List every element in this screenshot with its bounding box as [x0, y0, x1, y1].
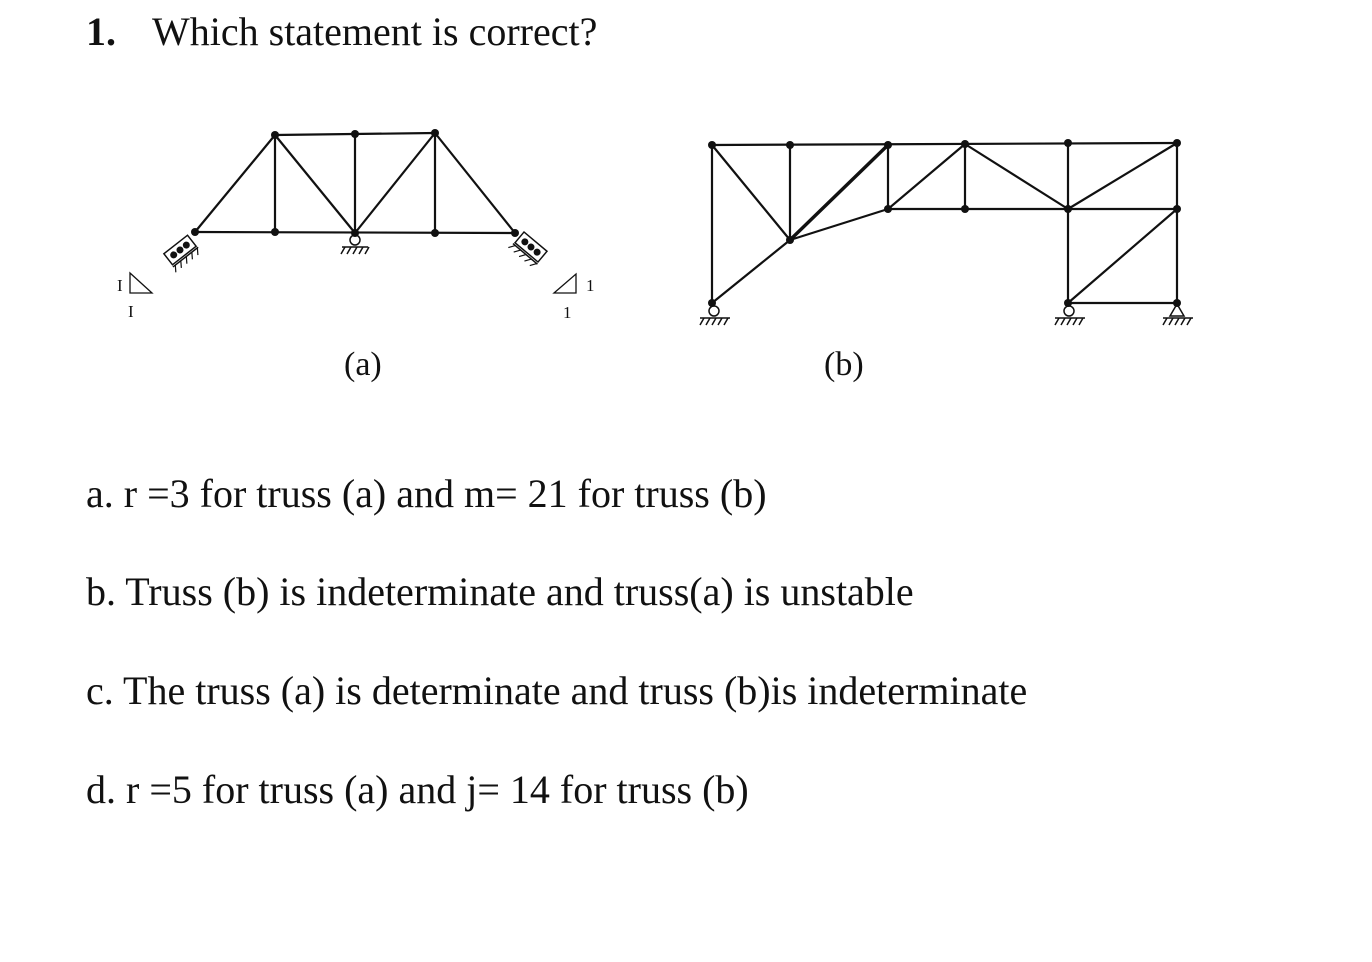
- right-slope-label-horizontal: 1: [563, 303, 572, 322]
- option-c[interactable]: c. The truss (a) is determinate and truss (b)is indeterminate: [86, 668, 1028, 713]
- truss-a-diagram: [195, 133, 515, 233]
- truss-figures: [0, 0, 1372, 400]
- truss-a-left-roller-support: [162, 235, 202, 273]
- left-slope-label-horizontal: I: [128, 302, 134, 321]
- truss-b-left-pin-support: [700, 306, 730, 325]
- truss-a-left-slope-triangle: [117, 273, 152, 321]
- option-a[interactable]: a. r =3 for truss (a) and m= 21 for truss (b): [86, 471, 767, 516]
- truss-a-right-slope-triangle: [554, 274, 595, 322]
- truss-b-joints: [708, 139, 1181, 307]
- figure-a-caption: (a): [344, 346, 382, 383]
- option-d[interactable]: d. r =5 for truss (a) and j= 14 for truss (b): [86, 767, 749, 812]
- question-number: 1.: [86, 9, 116, 54]
- option-b[interactable]: b. Truss (b) is indeterminate and truss(a) is unstable: [86, 569, 914, 614]
- right-slope-label-vertical: 1: [586, 276, 595, 295]
- question-text: Which statement is correct?: [152, 9, 598, 54]
- truss-b-middle-pin-support: [1055, 306, 1085, 325]
- truss-b-diagram: [712, 143, 1177, 303]
- figure-b-caption: (b): [824, 346, 864, 383]
- truss-b-right-pin-support: [1163, 304, 1193, 325]
- left-slope-label-vertical: I: [117, 276, 123, 295]
- truss-a-pin-support: [341, 235, 369, 254]
